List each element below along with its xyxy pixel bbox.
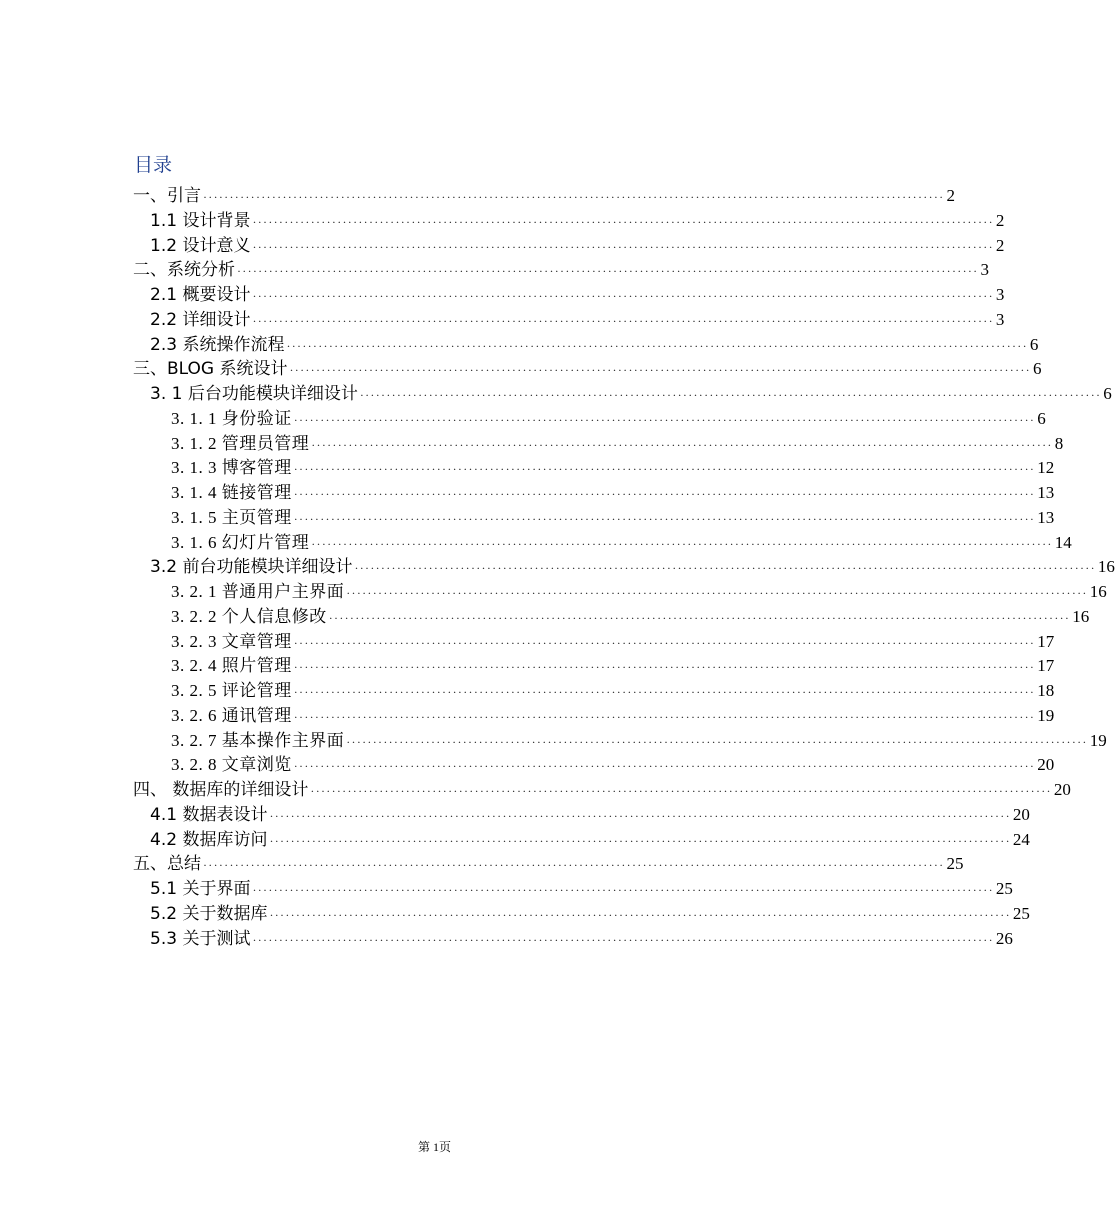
dot-leader: ············································································································································ (269, 808, 1011, 823)
toc-entry-page: 14 (1054, 532, 1072, 552)
dot-leader: ············································································································································ (252, 313, 994, 328)
toc-entry-page: 6 (1029, 334, 1039, 354)
toc-entry[interactable] (133, 407, 1046, 432)
dot-leader: ············································································································································ (289, 363, 1031, 378)
toc-entry-page: 25 (1012, 903, 1030, 923)
toc-entry[interactable] (133, 357, 1042, 382)
toc-entry[interactable] (133, 555, 1115, 580)
toc-entry[interactable] (133, 778, 1071, 803)
dot-leader: ············································································································································ (328, 610, 1071, 625)
dot-leader: ············································································································································ (293, 759, 1036, 774)
toc-entry-label: 4.1 数据表设计 (150, 804, 268, 825)
toc-entry[interactable] (133, 283, 1005, 308)
toc-entry-page: 16 (1072, 606, 1090, 626)
toc-entry-page: 19 (1089, 730, 1107, 750)
dot-leader: ············································································································································ (269, 907, 1011, 922)
toc-entry-page: 13 (1037, 483, 1055, 502)
toc-entry[interactable] (133, 184, 955, 209)
toc-entry[interactable] (133, 506, 1055, 531)
toc-entry[interactable] (133, 803, 1030, 828)
dot-leader: ············································································································································ (293, 709, 1036, 724)
toc-entry-label: 5.3 关于测试 (150, 928, 251, 949)
toc-entry-page: 2 (995, 210, 1005, 230)
dot-leader: ············································································································································ (203, 190, 945, 204)
dot-leader: ············································································································································ (293, 511, 1036, 526)
dot-leader: ············································································································································ (293, 685, 1036, 699)
toc-entry-label: 2.2 详细设计 (150, 309, 251, 330)
toc-entry-label: 3. 2. 1 普通用户主界面 (171, 582, 345, 601)
dot-leader: ············································································································································ (269, 833, 1011, 848)
toc-entry[interactable] (133, 704, 1055, 729)
toc-entry-page: 16 (1097, 557, 1115, 577)
toc-title: 目录 (134, 154, 173, 176)
toc-entry[interactable] (133, 234, 1005, 259)
toc-entry[interactable] (133, 258, 989, 283)
toc-entry-label: 五、总结 (133, 854, 201, 875)
dot-leader: ············································································································································ (286, 338, 1028, 353)
toc-entry-label: 三、BLOG 系统设计 (133, 359, 288, 380)
page-footer: 第 1页 (417, 1140, 451, 1154)
toc-entry-page: 17 (1037, 656, 1055, 676)
dot-leader: ············································································································································ (310, 784, 1052, 798)
dot-leader: ············································································································································ (311, 437, 1053, 452)
dot-leader: ············································································································································ (311, 536, 1053, 551)
toc-entry-label: 2.1 概要设计 (150, 285, 251, 305)
toc-entry[interactable] (133, 333, 1039, 358)
dot-leader: ············································································································································ (203, 858, 945, 873)
toc-entry-page: 16 (1089, 582, 1107, 601)
toc-entry-page: 2 (946, 186, 955, 205)
toc-entry-page: 12 (1037, 458, 1055, 478)
toc-entry[interactable] (133, 877, 1013, 902)
dot-leader: ············································································································································ (359, 388, 1102, 402)
toc-entry-page: 6 (1037, 408, 1046, 428)
toc-entry-page: 19 (1037, 705, 1055, 725)
toc-entry[interactable] (133, 729, 1107, 754)
toc-entry-label: 2.3 系统操作流程 (150, 334, 285, 355)
toc-entry-label: 3. 2. 7 基本操作主界面 (171, 730, 345, 750)
dot-leader: ············································································································································ (293, 412, 1036, 427)
toc-entry[interactable] (133, 902, 1030, 927)
toc-entry-label: 1.1 设计背景 (150, 210, 251, 231)
toc-entry-label: 3.2 前台功能模块详细设计 (150, 557, 353, 578)
toc-entry-label: 3. 2. 2 个人信息修改 (171, 606, 327, 626)
toc-entry[interactable] (133, 852, 964, 877)
toc-entry[interactable] (133, 481, 1055, 506)
dot-leader: ············································································································································ (237, 264, 979, 279)
dot-leader: ············································································································································ (293, 462, 1036, 477)
toc-entry-label: 3. 2. 5 评论管理 (171, 681, 292, 700)
toc-entry-label: 1.2 设计意义 (150, 235, 251, 256)
toc-entry-label: 二、系统分析 (133, 260, 235, 281)
toc-entry-page: 25 (995, 879, 1013, 898)
toc-entry-label: 5.2 关于数据库 (150, 903, 268, 924)
toc-entry[interactable] (133, 927, 1013, 952)
toc-entry-page: 2 (995, 235, 1005, 255)
toc-entry-label: 3. 1. 5 主页管理 (171, 507, 292, 527)
toc-entry-page: 25 (946, 854, 964, 874)
toc-entry-label: 3. 2. 4 照片管理 (171, 656, 292, 676)
toc-entry[interactable] (133, 753, 1055, 778)
toc-entry-label: 3. 1. 6 幻灯片管理 (171, 532, 310, 552)
toc-entry-label: 3. 2. 3 文章管理 (171, 631, 292, 651)
toc-entry-page: 17 (1037, 631, 1055, 651)
toc-entry-label: 3. 1. 3 博客管理 (171, 458, 292, 478)
dot-leader: ············································································································································ (293, 635, 1036, 650)
toc-entry-page: 3 (995, 285, 1005, 304)
toc-entry-page: 3 (995, 309, 1005, 329)
toc-entry[interactable] (133, 679, 1055, 704)
toc-entry-label: 3. 1. 1 身份验证 (171, 408, 292, 428)
toc-entry[interactable] (133, 580, 1107, 605)
dot-leader: ············································································································································ (293, 660, 1036, 675)
table-of-contents (133, 184, 1115, 951)
toc-entry-label: 3. 1. 4 链接管理 (171, 483, 292, 502)
dot-leader: ············································································································································ (346, 586, 1088, 600)
toc-entry-label: 3. 2. 6 通讯管理 (171, 705, 292, 725)
toc-entry-page: 13 (1037, 507, 1055, 527)
toc-entry[interactable] (133, 456, 1055, 481)
toc-entry-page: 6 (1103, 384, 1112, 403)
toc-entry-page: 6 (1032, 359, 1042, 379)
toc-entry[interactable] (133, 828, 1030, 853)
toc-entry[interactable] (133, 531, 1072, 556)
toc-entry-label: 四、 数据库的详细设计 (133, 780, 309, 800)
toc-entry-label: 一、引言 (133, 186, 201, 206)
toc-entry[interactable] (133, 382, 1112, 407)
toc-entry[interactable] (133, 432, 1064, 457)
dot-leader: ············································································································································ (354, 561, 1096, 576)
dot-leader: ············································································································································ (252, 214, 994, 229)
dot-leader: ············································································································································ (252, 289, 994, 303)
toc-entry-label: 5.1 关于界面 (150, 879, 251, 899)
toc-entry-page: 20 (1012, 804, 1030, 824)
toc-entry-page: 3 (980, 260, 989, 280)
toc-entry-page: 20 (1037, 755, 1055, 775)
toc-entry-label: 4.2 数据库访问 (150, 829, 268, 850)
toc-entry-label: 3. 1 后台功能模块详细设计 (150, 384, 358, 404)
toc-entry[interactable] (133, 209, 1005, 234)
toc-entry-page: 20 (1053, 780, 1071, 799)
dot-leader: ············································································································································ (252, 932, 994, 947)
toc-entry-page: 8 (1054, 433, 1064, 453)
toc-entry-page: 18 (1037, 681, 1055, 700)
dot-leader: ············································································································································ (293, 487, 1036, 501)
dot-leader: ············································································································································ (252, 883, 994, 897)
dot-leader: ············································································································································ (252, 239, 994, 254)
toc-entry-label: 3. 1. 2 管理员管理 (171, 433, 310, 453)
toc-entry[interactable] (133, 654, 1055, 679)
toc-entry[interactable] (133, 605, 1090, 630)
toc-entry-page: 24 (1012, 829, 1030, 849)
dot-leader: ············································································································································ (346, 734, 1088, 749)
toc-entry[interactable] (133, 308, 1005, 333)
toc-entry-page: 26 (995, 928, 1013, 948)
toc-entry-label: 3. 2. 8 文章浏览 (171, 755, 292, 775)
toc-entry[interactable] (133, 630, 1055, 655)
